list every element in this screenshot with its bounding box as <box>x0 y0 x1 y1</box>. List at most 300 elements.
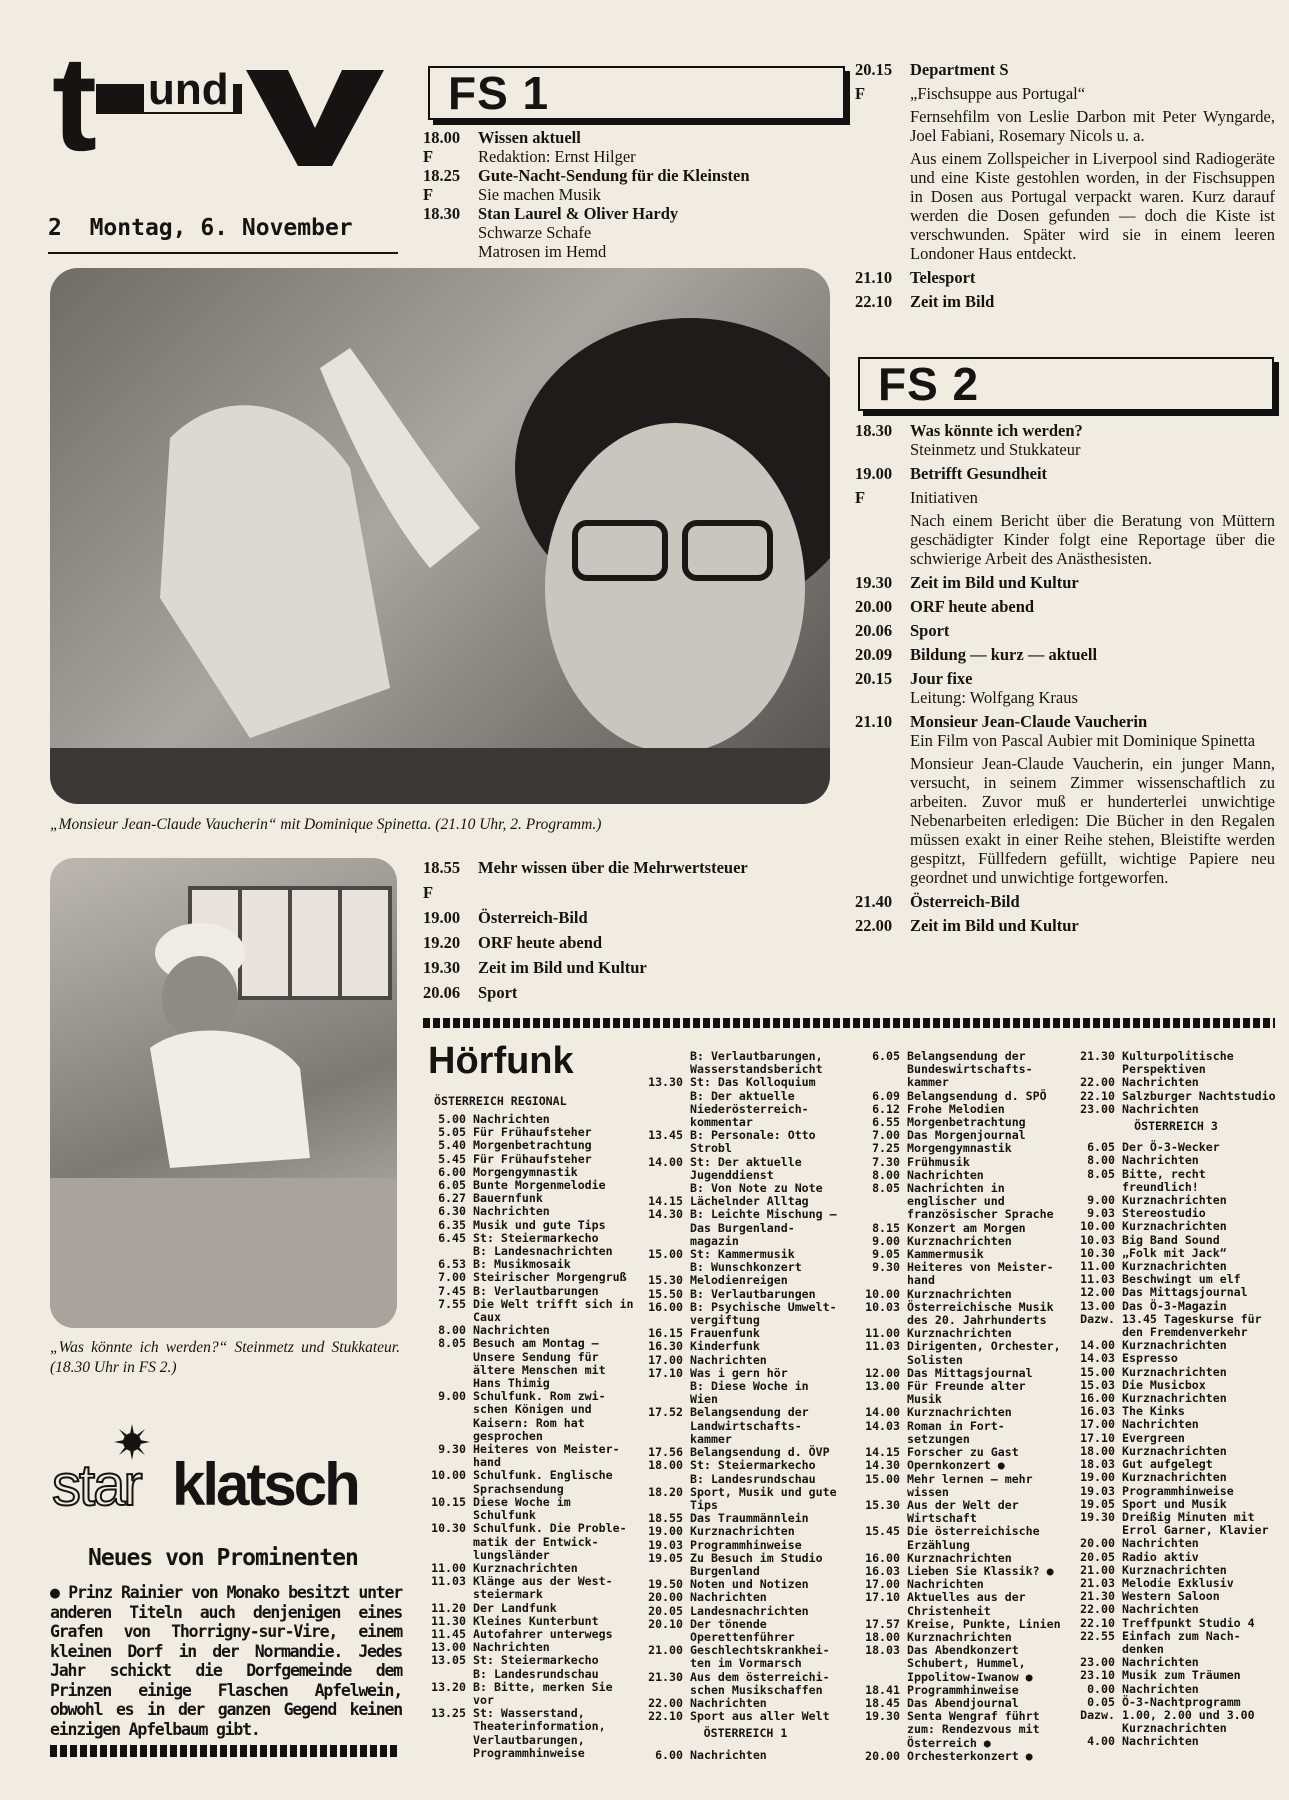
radio-time: 14.03 <box>1080 1351 1115 1366</box>
dateline-rule <box>48 252 398 254</box>
radio-title: B: Verlautbarungen, <box>690 1049 823 1063</box>
radio-title: gesprochen <box>473 1428 543 1443</box>
radio-entry <box>638 1684 853 1697</box>
radio-title: Frühmusik <box>907 1154 970 1169</box>
radio-title: Dirigenten, Orchester, <box>907 1339 1061 1354</box>
radio-time: 20.05 <box>1080 1549 1115 1564</box>
radio-time: 21.00 <box>1080 1562 1115 1577</box>
radio-title: Programmhinweise <box>690 1537 802 1552</box>
radio-title: Jugenddienst <box>690 1167 774 1182</box>
program-description: Leitung: Wolfgang Kraus <box>910 688 1078 707</box>
radio-entry <box>855 1684 1067 1697</box>
radio-title: St: Wasserstand, <box>473 1706 585 1721</box>
radio-time: 7.25 <box>872 1141 900 1156</box>
radio-time: Dazw. <box>1080 1707 1115 1722</box>
radio-time: 22.00 <box>1080 1075 1115 1090</box>
radio-time: Dazw. <box>1080 1311 1115 1326</box>
radio-time: 19.00 <box>1080 1470 1115 1485</box>
program-description: Fernsehfilm von Leslie Darbon mit Peter Wyngarde, Joel Fabiani, Rosemary Nicols u. a. <box>910 107 1275 145</box>
radio-title: Kurznachrichten <box>907 1629 1012 1644</box>
radio-entry <box>855 1406 1067 1419</box>
radio-title: ten im Vormarsch <box>690 1656 802 1671</box>
radio-time: 20.05 <box>648 1603 683 1618</box>
radio-title: Frauenfunk <box>690 1326 760 1341</box>
radio-time: 9.00 <box>1087 1193 1115 1208</box>
program-entry <box>855 464 1275 483</box>
radio-title: Opernkonzert ● <box>907 1458 1005 1473</box>
radio-time <box>855 1737 907 1750</box>
program-title: Zeit im Bild <box>910 292 995 311</box>
radio-title: wissen <box>907 1484 949 1499</box>
radio-time <box>855 1063 907 1076</box>
radio-title: Der tönende <box>690 1616 767 1631</box>
radio-entry <box>855 1222 1067 1235</box>
radio-entry <box>1070 1603 1282 1616</box>
radio-title: Das Morgenjournal <box>907 1128 1026 1143</box>
radio-title: Schulfunk. Rom zwi- <box>473 1389 606 1404</box>
radio-title: 1.00, 2.00 und 3.00 <box>1122 1707 1255 1722</box>
radio-title: Kurznachrichten <box>907 1326 1012 1341</box>
radio-title: Besuch am Montag – <box>473 1336 599 1351</box>
radio-entry <box>1070 1366 1282 1379</box>
radio-title: steiermark <box>473 1587 543 1602</box>
program-time: F <box>423 185 434 204</box>
radio-title: B: Bitte, merken Sie <box>473 1679 613 1694</box>
radio-title: magazin <box>690 1233 739 1248</box>
radio-time: 12.00 <box>1080 1285 1115 1300</box>
radio-title: Kurznachrichten <box>907 1405 1012 1420</box>
radio-title: St: Der aktuelle <box>690 1154 802 1169</box>
radio-time <box>638 1473 690 1486</box>
radio-title: Aus dem österreichi- <box>690 1669 830 1684</box>
radio-time <box>855 1486 907 1499</box>
program-entry <box>855 488 1275 568</box>
radio-title: hand <box>473 1455 501 1470</box>
radio-entry <box>638 1380 853 1393</box>
radio-time: 9.00 <box>438 1389 466 1404</box>
radio-time: 5.05 <box>438 1125 466 1140</box>
radio-entry <box>638 1090 853 1103</box>
radio-title: Espresso <box>1122 1351 1178 1366</box>
radio-time: 19.05 <box>1080 1496 1115 1511</box>
radio-title: Solisten <box>907 1352 963 1367</box>
radio-title: B: Diese Woche in <box>690 1379 809 1394</box>
radio-time: 10.00 <box>865 1286 900 1301</box>
radio-title: Roman in Fort- <box>907 1418 1005 1433</box>
radio-time: 15.45 <box>865 1524 900 1539</box>
radio-time: 10.15 <box>431 1494 466 1509</box>
radio-entry <box>638 1156 853 1169</box>
radio-title: Die österreichische <box>907 1524 1040 1539</box>
program-description: Initiativen <box>910 488 978 507</box>
radio-title: B: Wunschkonzert <box>690 1260 802 1275</box>
program-time: F <box>855 84 866 103</box>
program-time: 20.06 <box>423 983 461 1002</box>
radio-entry <box>855 1090 1067 1103</box>
program-description: Sie machen Musik <box>478 185 601 204</box>
radio-time: 14.00 <box>1080 1338 1115 1353</box>
radio-time: 19.03 <box>1080 1483 1115 1498</box>
radio-time <box>638 1657 690 1670</box>
radio-time: 8.15 <box>872 1220 900 1235</box>
radio-entry <box>855 1380 1067 1393</box>
radio-entry <box>638 1288 853 1301</box>
radio-title: Bundeswirtschafts- <box>907 1062 1033 1077</box>
radio-title: Beschwingt um elf <box>1122 1272 1241 1287</box>
radio-title: B: Leichte Mischung – <box>690 1207 837 1222</box>
program-title: Stan Laurel & Oliver Hardy <box>478 204 679 223</box>
radio-time: 10.03 <box>865 1299 900 1314</box>
radio-entry <box>1070 1352 1282 1365</box>
radio-entry <box>1070 1537 1282 1550</box>
radio-time: 15.03 <box>1080 1377 1115 1392</box>
radio-time: 9.05 <box>872 1247 900 1262</box>
radio-time: 14.30 <box>648 1207 683 1222</box>
radio-title: B: Personale: Otto <box>690 1128 816 1143</box>
radio-title: Nachrichten <box>690 1747 767 1762</box>
radio-title: Gut aufgelegt <box>1122 1457 1213 1472</box>
radio-time: 14.15 <box>865 1445 900 1460</box>
radio-time: 21.30 <box>648 1669 683 1684</box>
program-time: 20.06 <box>855 621 893 640</box>
radio-time: 18.03 <box>865 1643 900 1658</box>
radio-title: Orchesterkonzert ● <box>907 1748 1033 1763</box>
radio-time: 15.00 <box>648 1247 683 1262</box>
fs1-right-schedule <box>855 60 1275 316</box>
radio-title: Bunte Morgenmelodie <box>473 1178 606 1193</box>
program-title: Betrifft Gesundheit <box>910 464 1048 483</box>
radio-time: 11.03 <box>865 1339 900 1354</box>
radio-time <box>855 1539 907 1552</box>
hoerfunk-regional-header: ÖSTERREICH REGIONAL <box>434 1094 567 1108</box>
radio-title: Nachrichten <box>473 1112 550 1126</box>
program-description: „Fischsuppe aus Portugal“ <box>910 84 1086 103</box>
program-time: 18.30 <box>855 421 893 440</box>
program-time: 19.00 <box>423 908 461 927</box>
radio-title: Kurznachrichten <box>907 1286 1012 1301</box>
radio-title: B: Musikmosaik <box>473 1257 571 1272</box>
radio-title: Morgenbetrachtung <box>473 1138 592 1153</box>
radio-entry <box>855 1420 1067 1433</box>
radio-title: Programmhinweise <box>907 1682 1019 1697</box>
radio-title: St: Kammermusik <box>690 1247 795 1262</box>
radio-title: Nachrichten <box>1122 1602 1199 1617</box>
radio-time <box>855 1671 907 1684</box>
radio-time: 6.27 <box>438 1191 466 1206</box>
radio-time: 6.00 <box>655 1747 683 1762</box>
radio-section-header: ÖSTERREICH 3 <box>1134 1119 1218 1134</box>
radio-entry <box>638 1671 853 1684</box>
radio-title: Musik und gute Tips <box>473 1217 606 1232</box>
radio-time: 9.00 <box>872 1233 900 1248</box>
radio-title: Forscher zu Gast <box>907 1445 1019 1460</box>
photo-vaucherin <box>50 268 830 804</box>
radio-time: 7.00 <box>872 1128 900 1143</box>
radio-title: Das Abendkonzert <box>907 1643 1019 1658</box>
program-entry <box>423 858 853 877</box>
radio-title: Wasserstandsbericht <box>690 1062 823 1077</box>
radio-entry <box>638 1420 853 1433</box>
radio-title: Kurznachrichten <box>1122 1391 1227 1406</box>
radio-entry <box>855 1340 1067 1353</box>
radio-time: 11.00 <box>1080 1259 1115 1274</box>
program-time: 19.30 <box>423 958 461 977</box>
program-description: Ein Film von Pascal Aubier mit Dominique Spinetta <box>910 731 1256 750</box>
radio-title: schen Königen und <box>473 1402 592 1417</box>
radio-entry <box>1070 1418 1282 1431</box>
radio-time: 6.53 <box>438 1257 466 1272</box>
radio-time: 16.00 <box>648 1299 683 1314</box>
radio-time: 17.56 <box>648 1445 683 1460</box>
radio-title: Noten und Notizen <box>690 1577 809 1592</box>
radio-title: Nachrichten <box>690 1352 767 1367</box>
radio-time: 11.00 <box>431 1560 466 1575</box>
radio-time: 14.30 <box>865 1458 900 1473</box>
program-time: 20.00 <box>855 597 893 616</box>
radio-title: Kurznachrichten <box>1122 1259 1227 1274</box>
program-title: Telesport <box>910 268 976 287</box>
radio-title: des 20. Jahrhunderts <box>907 1313 1047 1328</box>
radio-time: 15.30 <box>648 1273 683 1288</box>
radio-time: 22.00 <box>648 1695 683 1710</box>
radio-entry <box>638 1406 853 1419</box>
program-title: Zeit im Bild und Kultur <box>478 958 647 977</box>
radio-title: 13.45 Tageskurse für <box>1122 1311 1262 1326</box>
radio-time: 21.03 <box>1080 1575 1115 1590</box>
radio-title: Morgengymnastik <box>473 1164 578 1179</box>
radio-entry <box>638 1142 853 1155</box>
radio-entry <box>1070 1090 1282 1103</box>
program-description: Monsieur Jean-Claude Vaucherin, ein junger Mann, versucht, in seinem Zimmer wissenschaftlich zu arbeiten. Zuvor muß er hunderterlei unwichtige Nebenarbeiten erledigen: Die Bücher in den Regalen müssen exakt in einer Reihe stehen, Bleistifte werden gespitzt, Füllfedern gefüllt, wichtige Papiere neu geordnet und unwichtige fortgeworfen. <box>910 754 1275 887</box>
radio-entry <box>1070 1485 1282 1498</box>
radio-time <box>421 1403 473 1416</box>
radio-time: 23.00 <box>1080 1101 1115 1116</box>
program-entry <box>423 983 853 1002</box>
radio-title: Bauernfunk <box>473 1191 543 1206</box>
radio-time <box>638 1090 690 1103</box>
radio-time: 18.41 <box>865 1682 900 1697</box>
radio-time: 20.00 <box>865 1748 900 1763</box>
radio-title: Österreichische Musik <box>907 1299 1054 1314</box>
radio-title: Zu Besuch im Studio <box>690 1550 823 1565</box>
radio-entry <box>855 1288 1067 1301</box>
radio-time: 12.00 <box>865 1365 900 1380</box>
radio-title: Salzburger Nachtstudio <box>1122 1088 1276 1103</box>
radio-title: Erzählung <box>907 1537 970 1552</box>
radio-time: 4.00 <box>1087 1734 1115 1749</box>
radio-entry <box>638 1129 853 1142</box>
radio-title: Einfach zum Nach- <box>1122 1628 1241 1643</box>
radio-entry <box>855 1657 1067 1670</box>
radio-time: 0.00 <box>1087 1681 1115 1696</box>
program-description: Redaktion: Ernst Hilger <box>478 147 636 166</box>
fs2-schedule <box>855 421 1275 940</box>
radio-time: 7.30 <box>872 1154 900 1169</box>
hoerfunk-column-4 <box>1070 1050 1282 1749</box>
radio-title: setzungen <box>907 1431 970 1446</box>
radio-entry <box>638 1473 853 1486</box>
radio-time <box>421 1549 473 1562</box>
radio-entry <box>855 1671 1067 1684</box>
program-time: 20.15 <box>855 669 893 688</box>
radio-title: Theaterinformation, <box>473 1719 606 1734</box>
program-title: Sport <box>478 983 518 1002</box>
radio-title: Bitte, recht freundlich! <box>1122 1166 1206 1194</box>
radio-title: B: Der aktuelle <box>690 1088 795 1103</box>
radio-time: 19.50 <box>648 1577 683 1592</box>
radio-title: Das Traummännlein <box>690 1511 809 1526</box>
program-description: Steinmetz und Stukkateur <box>910 440 1081 459</box>
program-title: Zeit im Bild und Kultur <box>910 573 1079 592</box>
program-entry <box>423 908 853 927</box>
radio-entry <box>638 1710 853 1723</box>
radio-title: Für Freunde alter <box>907 1379 1026 1394</box>
radio-time: 22.00 <box>1080 1602 1115 1617</box>
program-entry <box>423 933 853 952</box>
hoerfunk-column-2 <box>638 1050 853 1762</box>
program-entry <box>855 712 1275 887</box>
radio-time: 19.30 <box>865 1709 900 1724</box>
radio-time: 16.00 <box>865 1550 900 1565</box>
radio-title: Kurznachrichten <box>1122 1338 1227 1353</box>
radio-title: matik der Entwick- <box>473 1534 599 1549</box>
fs1-top-schedule <box>423 128 853 261</box>
radio-title: Kurznachrichten <box>1122 1443 1227 1458</box>
radio-entry <box>855 1539 1067 1552</box>
program-title: Monsieur Jean-Claude Vaucherin <box>910 712 1148 731</box>
radio-entry <box>638 1618 853 1631</box>
caption-small-photo: „Was könnte ich werden?“ Steinmetz und Stukkateur. (18.30 Uhr in FS 2.) <box>50 1339 400 1376</box>
radio-title: Für Frühaufsteher <box>473 1125 592 1140</box>
radio-entry <box>855 1723 1067 1736</box>
radio-title: Melodie Exklusiv <box>1122 1575 1234 1590</box>
radio-title: St: Das Kolloquium <box>690 1075 816 1090</box>
radio-entry <box>855 1459 1067 1472</box>
radio-time: 6.05 <box>1087 1140 1115 1155</box>
radio-entry <box>855 1208 1067 1221</box>
radio-title: Sport aus aller Welt <box>690 1709 830 1724</box>
radio-time: 13.05 <box>431 1653 466 1668</box>
radio-title: zum: Rendezvous mit <box>907 1722 1040 1737</box>
radio-title: Hans Thimig <box>473 1376 550 1391</box>
radio-time <box>855 1354 907 1367</box>
radio-entry <box>1070 1432 1282 1445</box>
program-entry <box>423 185 853 204</box>
radio-title: Schubert, Hummel, <box>907 1656 1026 1671</box>
radio-time: 9.30 <box>438 1442 466 1457</box>
radio-time: 18.03 <box>1080 1457 1115 1472</box>
radio-title: Wirtschaft <box>907 1511 977 1526</box>
radio-time <box>421 1734 473 1747</box>
photo-steinmetz-figure <box>50 858 397 1328</box>
radio-entry <box>855 1156 1067 1169</box>
radio-title: Strobl <box>690 1141 732 1156</box>
radio-entry <box>1070 1630 1282 1643</box>
program-entry <box>423 166 853 185</box>
radio-time: 22.10 <box>1080 1615 1115 1630</box>
radio-time <box>855 1195 907 1208</box>
page-number: 2 <box>48 215 62 241</box>
radio-time <box>855 1208 907 1221</box>
radio-time: 15.50 <box>648 1286 683 1301</box>
radio-time: 22.10 <box>648 1709 683 1724</box>
radio-title: Österreich ● <box>907 1735 991 1750</box>
radio-time: 6.45 <box>438 1230 466 1245</box>
radio-time: 10.30 <box>1080 1245 1115 1260</box>
radio-title: Christenheit <box>907 1603 991 1618</box>
radio-time: 17.57 <box>865 1616 900 1631</box>
radio-entry <box>1070 1735 1282 1748</box>
radio-title: Heiteres von Meister- <box>473 1442 620 1457</box>
radio-title: Musik zum Träumen <box>1122 1668 1241 1683</box>
radio-title: Nachrichten <box>1122 1417 1199 1432</box>
radio-title: Nachrichten <box>1122 1101 1199 1116</box>
radio-entry <box>855 1486 1067 1499</box>
radio-title: Steirischer Morgengruß <box>473 1270 627 1285</box>
radio-title: St: Steiermarkecho <box>473 1653 599 1668</box>
radio-title: Der Landfunk <box>473 1600 557 1615</box>
radio-time: 10.30 <box>431 1521 466 1536</box>
radio-title: Kurznachrichten <box>1122 1364 1227 1379</box>
hoerfunk-column-3 <box>855 1050 1067 1763</box>
radio-title: Burgenland <box>690 1563 760 1578</box>
radio-title: Sprachsendung <box>473 1481 564 1496</box>
radio-time: 6.35 <box>438 1217 466 1232</box>
radio-time: 13.25 <box>431 1706 466 1721</box>
radio-time: 17.00 <box>865 1577 900 1592</box>
radio-title: Aktuelles aus der <box>907 1590 1026 1605</box>
radio-entry <box>638 1605 853 1618</box>
radio-time: 21.00 <box>648 1643 683 1658</box>
radio-time <box>638 1169 690 1182</box>
radio-title: Nachrichten <box>1122 1681 1199 1696</box>
radio-title: französischer Sprache <box>907 1207 1054 1222</box>
radio-title: Stereostudio <box>1122 1206 1206 1221</box>
radio-time <box>638 1142 690 1155</box>
radio-time: 22.10 <box>1080 1088 1115 1103</box>
radio-time: 10.00 <box>1080 1219 1115 1234</box>
radio-title: Kaisern: Rom hat <box>473 1415 585 1430</box>
radio-time: 14.15 <box>648 1194 683 1209</box>
radio-title: Die Welt trifft sich in <box>473 1296 634 1311</box>
radio-title: Nachrichten <box>1122 1075 1199 1090</box>
program-time: 19.30 <box>855 573 893 592</box>
radio-time: 13.45 <box>648 1128 683 1143</box>
radio-time: 17.10 <box>1080 1430 1115 1445</box>
radio-title: Konzert am Morgen <box>907 1220 1026 1235</box>
masthead <box>46 28 396 179</box>
radio-entry <box>1070 1286 1282 1299</box>
radio-time: 14.00 <box>865 1405 900 1420</box>
radio-entry <box>638 1539 853 1552</box>
program-time: 18.00 <box>423 128 461 147</box>
radio-time <box>421 1483 473 1496</box>
program-title: ORF heute abend <box>910 597 1035 616</box>
radio-time: 6.55 <box>872 1115 900 1130</box>
radio-time <box>421 1720 473 1733</box>
photo-steinmetz <box>50 858 397 1328</box>
radio-time: 8.05 <box>872 1181 900 1196</box>
radio-time: 19.05 <box>648 1550 683 1565</box>
radio-time: 14.03 <box>865 1418 900 1433</box>
radio-title: Schulfunk <box>473 1508 536 1523</box>
radio-time: 8.05 <box>1087 1166 1115 1181</box>
radio-time: 18.20 <box>648 1484 683 1499</box>
program-entry <box>855 645 1275 664</box>
radio-time: 17.00 <box>1080 1417 1115 1432</box>
radio-entry <box>855 1142 1067 1155</box>
radio-time: 11.03 <box>431 1574 466 1589</box>
